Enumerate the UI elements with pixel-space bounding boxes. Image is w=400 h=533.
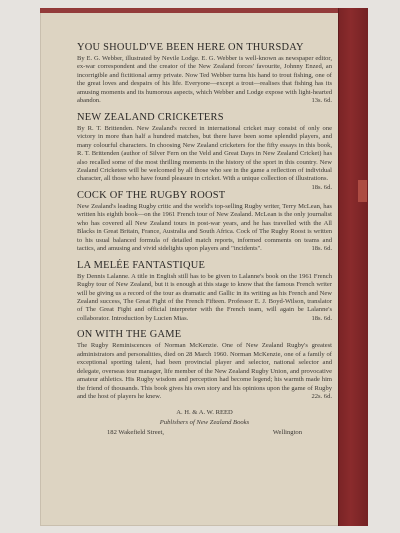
cover-top-edge: [40, 8, 367, 13]
book-price: 18s. 6d.: [311, 183, 332, 191]
book-price: 18s. 6d.: [311, 245, 332, 253]
book-description: [77, 203, 332, 254]
publisher-address: [77, 428, 332, 438]
book-description: [77, 273, 332, 324]
book-price: 22s. 6d.: [311, 393, 332, 401]
spine-label-fragment: [358, 180, 367, 202]
book-title: YOU SHOULD'VE BEEN HERE ON THURSDAY: [77, 42, 304, 53]
book-title: LA MELÉE FANTASTIQUE: [77, 259, 206, 271]
book-price: 13s. 6d.: [311, 97, 332, 105]
book-title: ON WITH THE GAME: [77, 329, 182, 341]
publisher-street: 182 Wakefield Street,: [107, 428, 165, 436]
book-price: 18s. 6d.: [311, 314, 332, 322]
book-entry: [77, 190, 332, 254]
book-blurb: The Rugby Reminiscences of Norman McKenzie. One of New Zealand Rugby's greatest administrators and personalities, died on 28 March 1960. Norman McKenzie, one of a family of exceptional sporting talent, had been provincial player and selector, national selector and delegate, overseas tour manager, life member of the New Zealand Rugby Union, and provocative amateur athletics. His Rugby wisdom and perception had become legend; his warmth made him the friend of thousands. This book gives his own story and his opinions upon the game of Rugby and the host of players he knew.: [77, 342, 332, 401]
book-description: [77, 342, 332, 401]
book-blurb: By Dennis Lalanne. A title in English still has to be given to Lalanne's book on the 1961 French Rugby tour of New Zealand, but it is enough at this stage to know that the famous French writer will be giving us a record of the tour as dramatic and Gallic in its writing as his French and New Zealand success, The Great Fight of the French Fifteen. Professor E. J. Boyd-Wilson, translator of The Great Fight and official interpreter with the French team, will again be Lalanne's collaborator. Introduction by Lucien Mias.: [77, 272, 332, 322]
book-blurb: By R. T. Brittenden. New Zealand's record in international cricket may consist of only one victory in more than half a hundred matches, but there have been some splendid players, and many colourful characters. In choosing New Zealand cricketers for the fifty essays in this book, R. T. Brittenden (author of Silver Fern on the Veld and Great Days in New Zealand Cricket) has also recalled some of the most thrilling moments in the history of the sport in this country. New Zealand Cricketers will be welcomed by all those who see in the game a reflection of individual character, all those who have found pleasure in cricket. With a unique collection of illustrations.: [77, 124, 332, 183]
book-title: COCK OF THE RUGBY ROOST: [77, 189, 226, 201]
book-blurb: By E. G. Webber, illustrated by Nevile Lodge. E. G. Webber is well-known as newspaper editor, ex-war correspondent and the creator of the New Zealand forces' favourite, Johnny Enzed, an incorrigible and fictitional army private. Now Ted Webber turns his hand to trout fishing, one of the great loves and despairs of his life. Everyone—except a trout—realises that fishing has its amusing moments and its humorous aspects, which Webber and Lodge expose with light-hearted abandon.: [77, 55, 332, 105]
book-entry: [77, 111, 332, 191]
book-blurb: New Zealand's leading Rugby critic and the world's top-selling Rugby writer, Terry McLean, has written his eighth book—on the 1961 French tour of New Zealand. McLean is the only journalist who has covered all New Zealand tours in post-war years, and he has travelled with the All Blacks in Great Britain, France, Australia and South Africa. Cock of The Rugby Roost is written to his usual balanced formula of detailed match reports, informed comments on teams and tactics, and amusing and vivid sidelights upon players and "incidents".: [77, 202, 332, 253]
publisher-name: A. H. & A. W. REED: [176, 408, 233, 416]
book-title: NEW ZEALAND CRICKETERS: [77, 111, 224, 123]
book-spine: [338, 8, 368, 526]
book-entry: [77, 260, 332, 324]
book-entry: [77, 329, 332, 401]
publisher-imprint: [77, 408, 332, 438]
book-entry: [77, 42, 332, 106]
publisher-city: Wellington: [272, 428, 302, 436]
book-description: [77, 124, 332, 191]
publisher-tagline: Publishers of New Zealand Books: [159, 418, 250, 426]
book-description: [77, 55, 332, 106]
cover-text-block: [77, 42, 332, 438]
